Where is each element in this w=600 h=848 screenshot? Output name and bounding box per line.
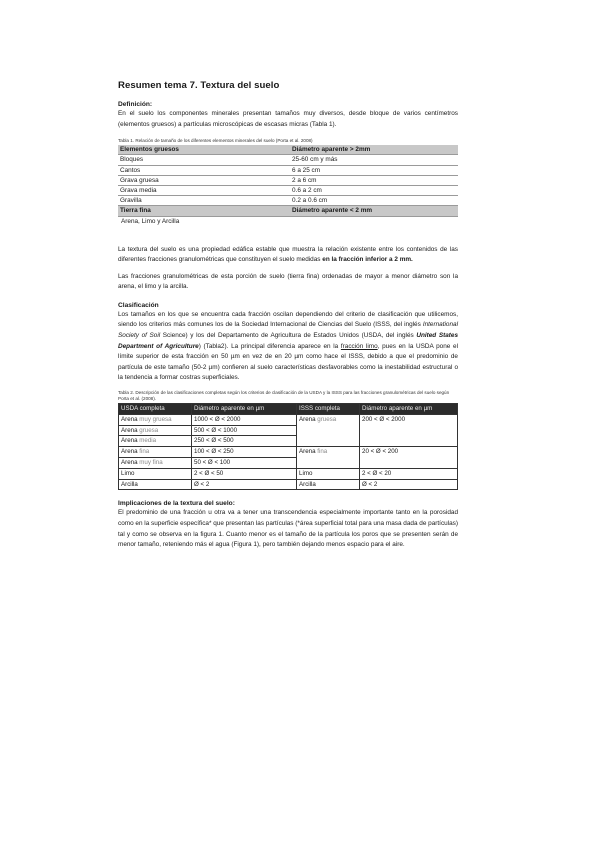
usda-range: 500 < Ø < 1000 [192,425,297,436]
table2-header-cell: Diámetro aparente en µm [360,404,458,415]
usda-class: Limo [119,468,192,479]
classification-text-underline: fracción limo [340,342,378,350]
table1-cell: Grava media [118,185,290,195]
table1-row [118,175,458,185]
table1-header-cell: Elementos gruesos [118,145,290,155]
table2-header-cell: ISSS completa [297,404,360,415]
isss-class: Limo [297,468,360,479]
usda-class: Arena gruesa [119,425,192,436]
usda-range: 250 < Ø < 500 [192,436,297,447]
usda-range: 1000 < Ø < 2000 [192,414,297,425]
texture-text: La textura del suelo es una propiedad edáfica estable que muestra la relación existente entre los contenidos de las diferentes fracciones granulométricas que constituyen el suelo medidas [118,245,458,264]
table1-cell: 0.6 a 2 cm [290,185,458,195]
usda-class: Arcilla [119,479,192,490]
table1-row [118,155,458,165]
table2-header-cell: USDA completa [119,404,192,415]
table2-header-row [119,404,458,415]
table1-cell: 6 a 25 cm [290,165,458,175]
table1 [118,145,458,216]
usda-class: Arena fina [119,447,192,458]
classification-text: ) (Tabla2). La principal diferencia aparece en la [198,342,339,350]
fine-fractions-text: Arena, Limo y Arcilla [121,217,180,225]
table1-cell: 25-60 cm y más [290,155,458,165]
usda-range: 2 < Ø < 50 [192,468,297,479]
classification-paragraph [118,310,458,384]
document-page [118,80,458,551]
isss-class: Arena gruesa [297,414,360,446]
table1-header-cell: Diámetro aparente < 2 mm [290,206,458,216]
classification-text: Los tamaños en los que se encuentra cada fracción oscilan dependiendo del criterio de clasificación que utilicemos, siendo los criterios más comunes los de la Sociedad Internacional de Ciencias del Suelo (ISSS, del inglés [118,310,458,329]
classification-text: Science) y los del Departamento de Agricultura de Estados Unidos (USDA, del inglés [162,332,414,340]
usda-range: 50 < Ø < 100 [192,458,297,469]
implications-heading: Implicaciones de la textura del suelo: [118,500,235,508]
texture-text-bold: en la fracción inferior a 2 mm. [322,256,413,264]
isss-class: Arcilla [297,479,360,490]
classification-text-italic: United States Department of Agriculture [118,332,459,350]
table1-caption: Tabla 1. Relación de tamaño de los diferentes elementos minerales del suelo (Porta et al. 2008) [118,138,313,144]
usda-range: 100 < Ø < 250 [192,447,297,458]
classification-heading: Clasificación [118,301,159,309]
texture-paragraph [118,245,458,266]
table1-cell: Gravilla [118,196,290,206]
table2-header-cell: Diámetro aparente en µm [192,404,297,415]
table1-cell: Grava gruesa [118,175,290,185]
table1-cell: 0.2 a 0.6 cm [290,196,458,206]
implications-text: El predominio de una fracción u otra va a tener una transcendencia especialmente importante tanto en la porosidad como en la superficie específica* que presentan las partículas (*área superficial total para una masa dada de partículas) tal y como se observa en la figura 1. Cuanto menor es el tamaño de la partícula los poros que se presenten serán de menor tamaño, reteniendo más el agua (Figura 1), pero también dejando menos espacio para el aire. [118,509,458,549]
table1-cell: Bloques [118,155,290,165]
usda-class: Arena media [119,436,192,447]
table1-header-row [118,145,458,155]
table1-header-cell: Tierra fina [118,206,290,216]
usda-class: Arena muy gruesa [119,414,192,425]
table2-row [119,479,458,490]
isss-range: 20 < Ø < 200 [360,447,458,469]
table1-row [118,165,458,175]
table1-cell: Cantos [118,165,290,175]
isss-range: 200 < Ø < 2000 [360,414,458,446]
fractions-paragraph: Las fracciones granulométricas de esta porción de suelo (tierra fina) ordenadas de mayor a menor diámetro son la arena, el limo y la arcilla. [118,272,458,291]
classification-text-italic: International Society of Soil [118,321,458,340]
table2 [118,403,458,490]
definition-text: En el suelo los componentes minerales presentan tamaños muy diversos, desde bloque de varios centímetros (elementos gruesos) a partículas microscópicas de escasas micras (Tabla 1). [118,110,458,128]
table1-fine-row [118,206,458,216]
table2-row [119,468,458,479]
isss-class: Arena fina [297,447,360,469]
usda-range: Ø < 2 [192,479,297,490]
isss-range: 2 < Ø < 20 [360,468,458,479]
table1-row [118,196,458,206]
table2-caption: Tabla 2. Descripción de las clasificaciones completas según los criterios de clasificación de la USDA y la ISSS para las fracciones granulométricas del suelo según Porta et al. (2008). [118,390,450,402]
table1-header-cell: Diámetro aparente > 2mm [290,145,458,155]
usda-class: Arena muy fina [119,458,192,469]
definition-heading: Definición: [118,101,153,108]
table1-cell: 2 a 6 cm [290,175,458,185]
document-title: Resumen tema 7. Textura del suelo [118,80,280,91]
table2-row [119,414,458,425]
table1-row [118,185,458,195]
classification-text: , pues en la USDA pone el límite superior de esta fracción en 50 µm en vez de en 20 µm como hace el ISSS, debido a que el predominio de partícula de este tamaño (50-2 µm) confieren al suelo características desfavorables como la inestabilidad estructural o la tendencia a formar costras superficiales. [118,342,458,382]
isss-range: Ø < 2 [360,479,458,490]
table2-row [119,447,458,458]
